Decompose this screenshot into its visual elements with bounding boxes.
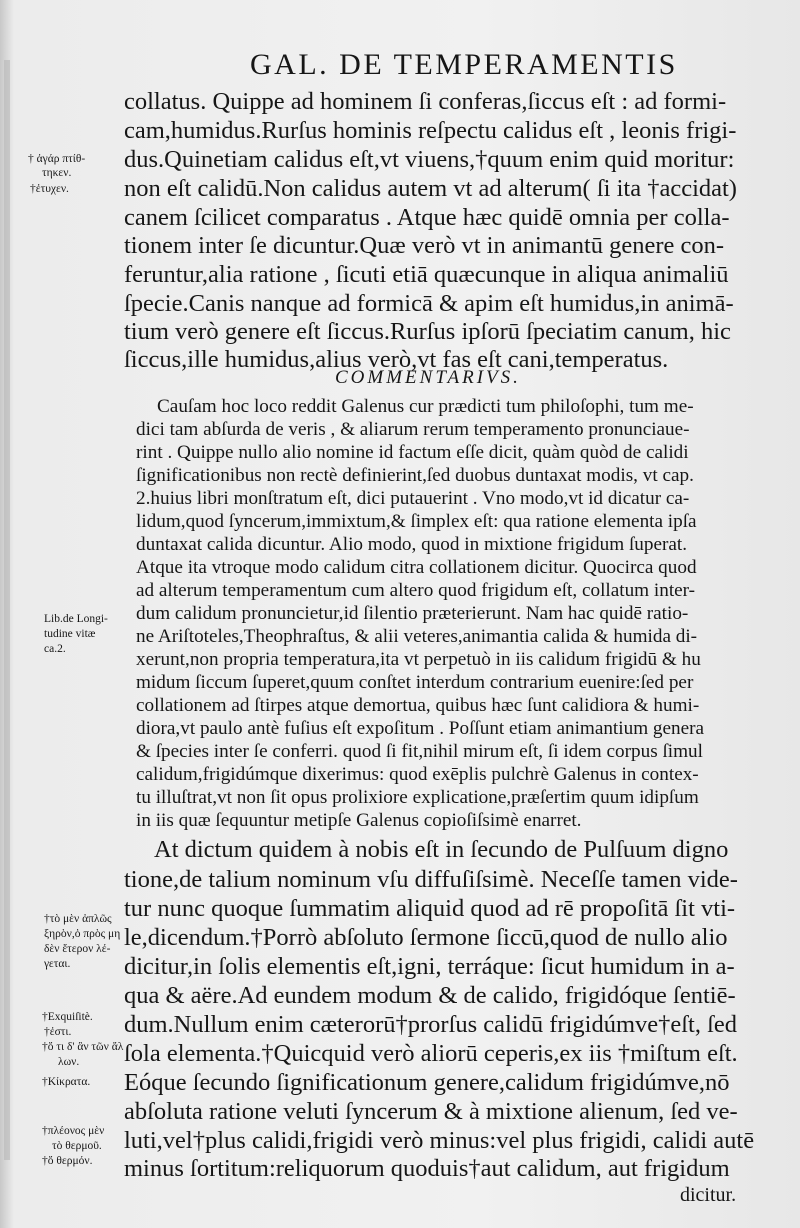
margin-note: τὸ θερμοῦ. <box>52 1140 102 1152</box>
commentary-line: lidum,quod ſyncerum,immixtum,& ſimplex eſt: qua ratione elementa ipſa <box>136 511 697 532</box>
text-line: collatus. Quippe ad hominem ſi conferas,ſiccus eſt : ad formi- <box>124 88 727 115</box>
margin-note: † ἀγάρ πτίθ- <box>28 153 86 165</box>
commentary-line: midum ſiccum ſuperet,quum conſtet interdum contrarium euenire:ſed per <box>136 672 694 693</box>
margin-note: †τὸ μὲν ἁπλῶς <box>44 913 112 925</box>
margin-note: δὲν ἕτερον λέ- <box>44 943 111 955</box>
margin-note: †ὅ θερμόν. <box>42 1155 93 1167</box>
text-line: canem ſcilicet comparatus . Atque hæc quidē omnia per colla- <box>124 204 730 231</box>
commentary-line: rint . Quippe nullo alio nomine id factum eſſe dicit, quàm quòd de calidi <box>136 442 689 463</box>
commentary-line: calidum,frigidúmque dixerimus: quod exēplis pulchrè Galenus in contex- <box>136 764 699 785</box>
margin-note: ca.2. <box>44 643 66 655</box>
margin-note: †πλέονος μὲν <box>42 1125 105 1137</box>
text-line: At dictum quidem à nobis eſt in ſecundo de Pulſuum digno <box>154 836 729 863</box>
commentary-line: ſignificationibus non rectè definierint,ſed duobus duntaxat modis, vt cap. <box>136 465 694 486</box>
running-title: GAL. DE TEMPERAMENTIS <box>250 48 678 81</box>
text-line: dum.Nullum enim cæterorū†prorſus calidū frigidúmve†eſt, ſed <box>124 1011 738 1038</box>
margin-note: †Exquiſitè. <box>42 1011 93 1023</box>
commentary-line: diora,vt paulo antè fuſius eſt expoſitum . Poſſunt etiam animantium genera <box>136 718 705 739</box>
text-line: cam,humidus.Rurſus hominis reſpectu calidus eſt , leonis frigi- <box>124 117 737 144</box>
text-line: qua & aëre.Ad eundem modum & de calido, frigidóque ſentiē- <box>124 982 736 1009</box>
commentary-line: in iis quæ ſequuntur metipſe Galenus copioſiſsimè enarret. <box>136 810 582 831</box>
text-line: tionem inter ſe dicuntur.Quæ verò vt in animantū genere con- <box>124 232 725 259</box>
commentary-line: Cauſam hoc loco reddit Galenus cur prædicti tum philoſophi, tum me- <box>157 396 694 417</box>
text-line: le,dicendum.†Porrò abſoluto ſermone ſiccū,quod de nullo alio <box>124 924 728 951</box>
margin-note: λων. <box>58 1056 80 1068</box>
catchword: dicitur. <box>680 1184 737 1206</box>
margin-note: †Κίκρατα. <box>42 1076 91 1088</box>
text-line: tium verò genere eſt ſiccus.Rurſus ipſorū ſpeciatim canum, hic <box>124 318 731 345</box>
margin-note: †ἐστι. <box>44 1026 72 1038</box>
commentary-line: ne Ariſtoteles,Theophraſtus, & alii veteres,animantia calida & humida di- <box>136 626 698 647</box>
margin-note: Lib.de Longi- <box>44 613 108 625</box>
commentary-line: & ſpecies inter ſe conferri. quod ſi fit,nihil mirum eſt, ſi idem corpus ſimul <box>136 741 703 762</box>
page-gutter-shadow <box>4 60 10 1160</box>
text-line: ſola elementa.†Quicquid verò aliorū ceperis,ex iis †miſtum eſt. <box>124 1040 738 1067</box>
margin-note: γεται. <box>44 958 71 970</box>
commentary-line: tu illuſtrat,vt non ſit opus prolixiore explicatione,præſertim quum idipſum <box>136 787 699 808</box>
text-line: feruntur,alia ratione , ſicuti etiā quæcunque in aliqua animaliū <box>124 261 729 288</box>
commentary-line: xerunt,non propria temperatura,ita vt perpetuò in iis calidum frigidū & hu <box>136 649 701 670</box>
text-line: non eſt calidū.Non calidus autem vt ad alterum( ſi ita †accidat) <box>124 175 737 202</box>
commentary-line: 2.huius libri monſtratum eſt, dici putauerint . Vno modo,vt id dicatur ca- <box>136 488 690 509</box>
commentary-line: duntaxat calida dicuntur. Alio modo, quod in mixtione frigidum ſuperat. <box>136 534 688 555</box>
text-line: ſiccus,ille humidus,alius verò,vt fas eſt cani,temperatus. <box>124 346 669 373</box>
margin-note: †ἐτυχεν. <box>30 183 69 195</box>
text-line: Eóque ſecundo ſignificationum genere,calidum frigidúmve,nō <box>124 1069 730 1096</box>
commentary-line: dum calidum pronuncietur,id ſilentio præterierunt. Nam hac quidē ratio- <box>136 603 689 624</box>
commentary-line: ad alterum temperamentum cum altero quod frigidum eſt, collatum inter- <box>136 580 696 601</box>
text-line: ſpecie.Canis nanque ad formicā & apim eſt humidus,in animā- <box>124 290 734 317</box>
commentary-line: Atque ita vtroque modo calidum citra collationem dicitur. Quocirca quod <box>136 557 697 578</box>
text-line: dicitur,in ſolis elementis eſt,igni, terráque: ſicut humidum in a- <box>124 953 735 980</box>
text-line: tur nunc quoque ſummatim aliquid quod ad rē propoſitā ſit vti- <box>124 895 736 922</box>
text-line: luti,vel†plus calidi,frigidi verò minus:vel plus frigidi, calidi autē <box>124 1127 755 1154</box>
text-line: abſoluta ratione veluti ſyncerum & à mixtione alienum, ſed ve- <box>124 1098 738 1125</box>
commentary-heading: COMMENTARIVS. <box>335 367 521 388</box>
text-line: dus.Quinetiam calidus eſt,vt viuens,†quum enim quid moritur: <box>124 146 735 173</box>
margin-note: ξηρὸν,ὁ πρὸς μη <box>44 928 121 940</box>
commentary-line: collationem ad ſtirpes atque demortua, quibus hæc ſunt calidiora & humi- <box>136 695 700 716</box>
margin-note: τηκεν. <box>42 167 72 179</box>
text-line: tione,de talium nominum vſu diffuſiſsimè. Neceſſe tamen vide- <box>124 866 738 893</box>
margin-note: tudine vitæ <box>44 628 96 640</box>
margin-note: †ὅ τι δ' ἂν τῶν ἄλ <box>42 1041 124 1053</box>
text-line: minus ſortitum:reliquorum quoduis†aut calidum, aut frigidum <box>124 1155 730 1182</box>
commentary-line: dici tam abſurda de veris , & aliarum rerum temperamento pronunciaue- <box>136 419 690 440</box>
